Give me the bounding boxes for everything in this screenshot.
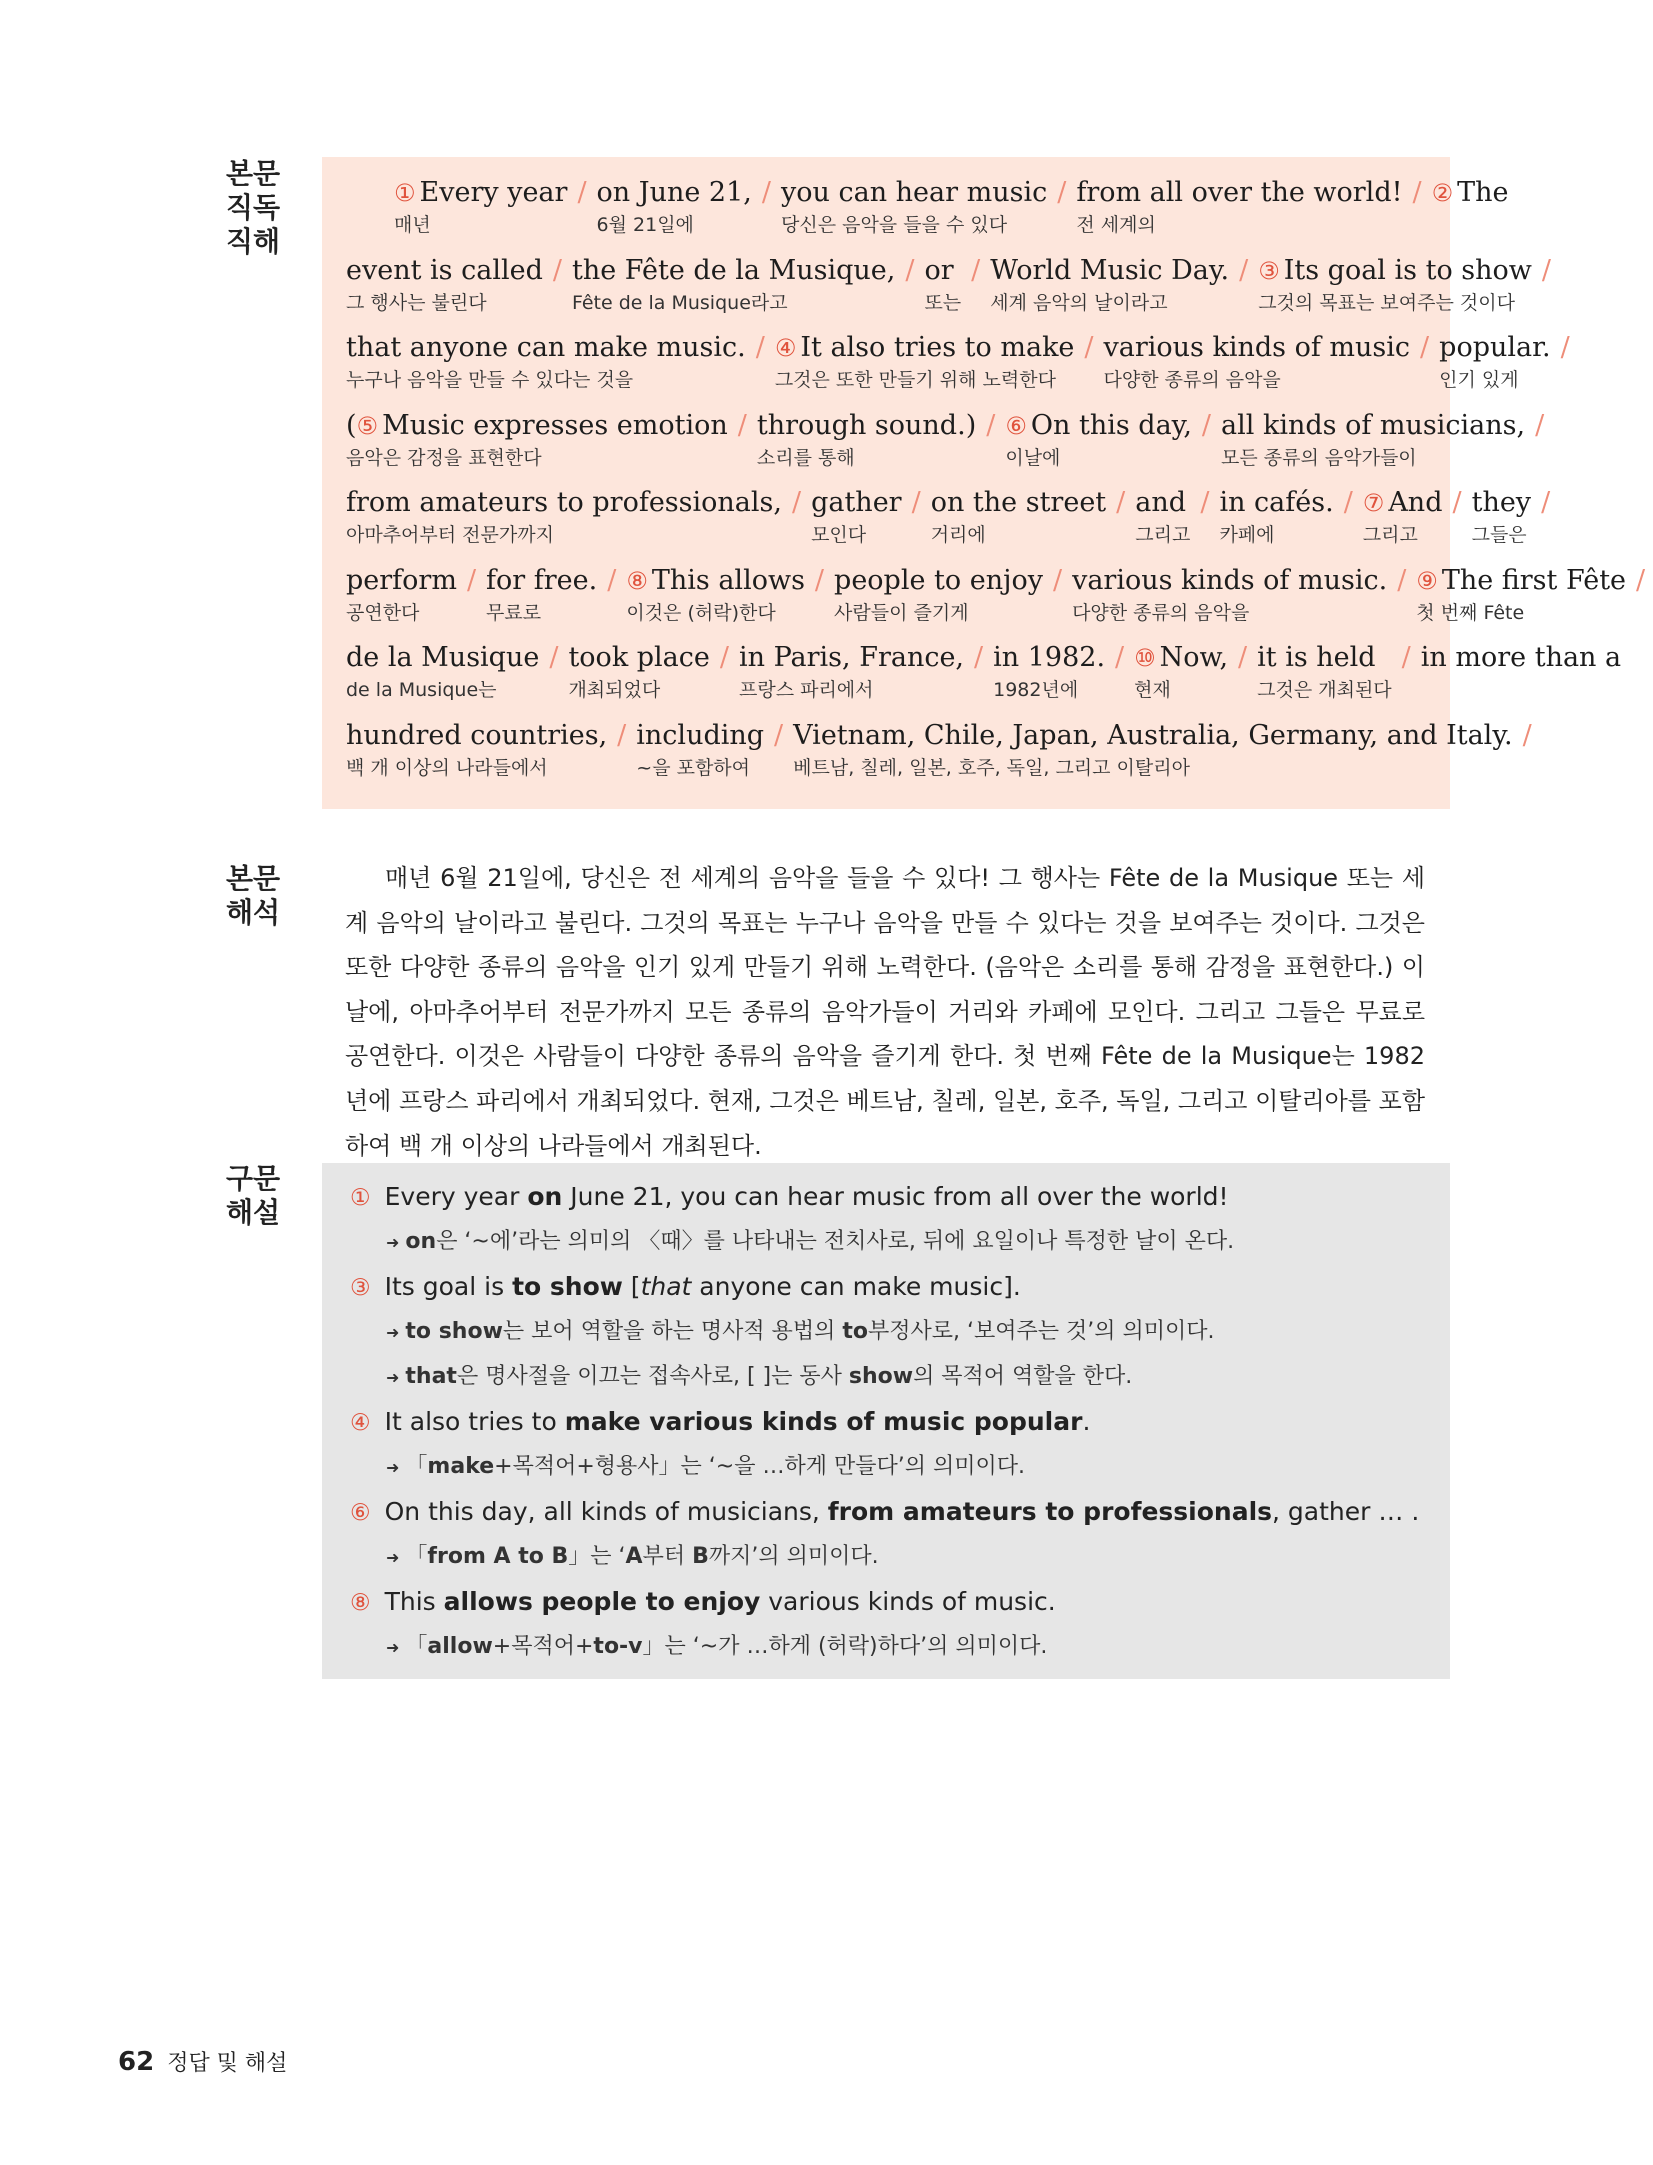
chunk-english: ② The (1431, 177, 1509, 208)
emphasis: show (848, 1364, 914, 1389)
chunk-english: and (1135, 487, 1187, 518)
chunk-korean: 그것의 목표는 보여주는 것이다 (1258, 291, 1515, 314)
reading-chunk (1416, 563, 1626, 627)
chunk-english: various kinds of music. (1072, 564, 1388, 596)
chunk-english: ⑧ This allows (626, 564, 805, 596)
grammar-note: ➜ on은 ‘~에’라는 의미의 〈때〉를 나타내는 전치사로, 뒤에 요일이나 특정한 날이 온다. (386, 1229, 1235, 1254)
grammar-note: ➜ to show는 보어 역할을 하는 명사적 용법의 to부정사로, ‘보여주는 것’의 의미이다. (386, 1319, 1215, 1344)
reading-chunk (757, 408, 976, 472)
sentence-number: ⑩ (1134, 644, 1156, 672)
emphasis: that (405, 1364, 457, 1389)
reading-chunk (931, 485, 1106, 549)
reading-chunk (346, 253, 543, 317)
sentence-number: ⑧ (626, 566, 648, 595)
reading-chunk (1104, 330, 1411, 394)
sentence-number: ② (1431, 179, 1454, 207)
chunk-english: Vietnam, Chile, Japan, Australia, Germany, and Italy. (793, 719, 1513, 751)
chunk-korean: Fête de la Musique라고 (571, 291, 788, 314)
chunk-korean: 인기 있게 (1439, 369, 1519, 391)
emphasis: on (527, 1182, 563, 1211)
chunk-separator: / (1116, 487, 1126, 518)
sentence-number: ⑧ (350, 1590, 371, 1616)
chunk-english: people to enjoy (834, 564, 1043, 596)
reading-chunk (1005, 408, 1192, 472)
reading-chunk (346, 485, 782, 549)
chunk-korean: 그것은 또한 만들기 위해 노력한다 (774, 369, 1056, 391)
chunk-separator: / (1238, 642, 1248, 673)
reading-chunk (924, 253, 961, 317)
chunk-separator: / (607, 564, 617, 596)
chunk-english: various kinds of music (1103, 332, 1411, 363)
chunk-english: from amateurs to professionals, (346, 487, 782, 518)
chunk-separator: / (814, 564, 825, 596)
chunk-korean: 사람들이 즐기게 (834, 601, 969, 624)
chunk-english: they (1471, 487, 1532, 518)
chunk-english: it is held (1257, 642, 1376, 673)
sentence-number: ① (394, 179, 416, 207)
grammar-sentence: ④ It also tries to make various kinds of music popular. (350, 1407, 1091, 1436)
reading-chunk (1363, 485, 1443, 549)
chunk-korean: 개최되었다 (568, 679, 661, 701)
reading-chunk (346, 330, 746, 394)
reading-line (346, 175, 1509, 253)
chunk-english: that anyone can make music. (346, 332, 746, 363)
italic-text: that (640, 1272, 692, 1301)
chunk-english: hundred countries, (346, 719, 608, 751)
chunk-separator: / (1397, 564, 1407, 596)
reading-chunk (597, 175, 752, 239)
chunk-english: popular. (1439, 332, 1551, 363)
chunk-separator: / (1541, 487, 1551, 518)
reading-chunk (993, 640, 1105, 704)
chunk-separator: / (905, 254, 915, 286)
chunk-korean: 또는 (924, 291, 962, 314)
sentence-number: ⑦ (1362, 489, 1385, 517)
grammar-sentence: ① Every year on June 21, you can hear music from all over the world! (350, 1182, 1229, 1211)
grammar-note: ➜ 「make+목적어+형용사」는 ‘~을 …하게 만들다’의 의미이다. (386, 1454, 1025, 1479)
sentence-number: ⑤ (356, 411, 379, 440)
emphasis: from A to B (427, 1544, 569, 1569)
emphasis: to show (512, 1272, 623, 1301)
chunk-english: (⑤ Music expresses emotion (346, 409, 728, 441)
reading-chunk (394, 175, 567, 239)
chunk-separator: / (911, 487, 921, 518)
reading-line (346, 330, 1570, 408)
chunk-korean: 공연한다 (346, 601, 420, 624)
reading-chunk (346, 640, 539, 704)
chunk-korean: 전 세계의 (1076, 214, 1156, 236)
chunk-separator: / (974, 642, 984, 673)
chunk-korean: 프랑스 파리에서 (738, 679, 874, 701)
chunk-english: in Paris, France, (738, 642, 965, 673)
chunk-korean: 다양한 종류의 음악을 (1103, 369, 1281, 391)
chunk-separator: / (761, 177, 771, 208)
grammar-note: ➜ 「allow+목적어+to-v」는 ‘~가 …하게 (허락)하다’의 의미이다. (386, 1634, 1048, 1659)
arrow-icon: ➜ (386, 1458, 400, 1477)
chunk-separator: / (986, 409, 996, 441)
chunk-korean: 아마추어부터 전문가까지 (346, 524, 554, 546)
chunk-english: or (924, 254, 954, 286)
chunk-english: in more than a (1420, 642, 1622, 673)
reading-line (346, 640, 1622, 718)
grammar-box (322, 1163, 1450, 1679)
emphasis: B (692, 1544, 709, 1569)
chunk-english: ④ It also tries to make (774, 332, 1075, 363)
chunk-english: de la Musique (346, 642, 540, 673)
reading-chunk (1421, 640, 1621, 704)
chunk-separator: / (755, 332, 765, 363)
emphasis: allow (427, 1634, 493, 1659)
sentence-number: ⑥ (1005, 411, 1027, 440)
grammar-sentence: ⑧ This allows people to enjoy various kinds of music. (350, 1587, 1056, 1616)
chunk-english: on June 21, (596, 177, 752, 208)
reading-chunk (811, 485, 902, 549)
reading-chunk (834, 563, 1043, 627)
sentence-number: ③ (1258, 256, 1280, 285)
grammar-note: ➜ 「from A to B」는 ‘A부터 B까지’의 의미이다. (386, 1544, 879, 1569)
chunk-english: took place (568, 642, 710, 673)
reading-chunk (636, 718, 764, 782)
chunk-english: ③ Its goal is to show (1258, 254, 1532, 286)
chunk-korean: 누구나 음악을 만들 수 있다는 것을 (346, 369, 634, 391)
chunk-english: in 1982. (993, 642, 1106, 673)
reading-chunk (1221, 408, 1525, 472)
reading-chunk (990, 253, 1229, 317)
label-grammar: 구문 해설 (226, 1162, 281, 1229)
footer-title: 정답 및 해설 (167, 2051, 288, 2076)
chunk-separator: / (1401, 642, 1411, 673)
chunk-separator: / (774, 719, 784, 751)
reading-chunk (626, 563, 805, 627)
chunk-english: ⑩ Now, (1134, 642, 1229, 673)
emphasis: to-v (593, 1634, 643, 1659)
reading-chunk (1432, 175, 1509, 239)
chunk-korean: 음악은 감정을 표현한다 (346, 446, 542, 469)
chunk-korean: 모인다 (811, 524, 867, 546)
chunk-separator: / (466, 564, 477, 596)
chunk-separator: / (1541, 254, 1552, 286)
chunk-separator: / (971, 254, 981, 286)
chunk-separator: / (737, 409, 747, 441)
chunk-korean: 이것은 (허락)한다 (626, 601, 776, 624)
reading-chunk (1439, 330, 1550, 394)
chunk-separator: / (1636, 564, 1646, 596)
chunk-separator: / (1057, 177, 1067, 208)
chunk-korean: de la Musique는 (346, 679, 497, 701)
chunk-korean (1432, 211, 1509, 239)
chunk-korean: 6월 21일에 (596, 214, 694, 236)
chunk-korean: 매년 (394, 214, 431, 236)
reading-line (346, 485, 1551, 563)
chunk-korean: 백 개 이상의 나라들에서 (346, 756, 548, 779)
chunk-english: the Fête de la Musique, (571, 254, 896, 286)
arrow-icon: ➜ (386, 1638, 400, 1657)
chunk-separator: / (791, 487, 802, 518)
chunk-separator: / (1084, 332, 1094, 363)
chunk-korean: 당신은 음악을 들을 수 있다 (781, 214, 1008, 236)
chunk-korean: ~을 포함하여 (636, 756, 751, 779)
reading-chunk (1219, 485, 1333, 549)
sentence-number: ⑨ (1416, 566, 1438, 595)
reading-box (322, 157, 1646, 809)
chunk-english: in cafés. (1219, 487, 1334, 518)
chunk-korean: 세계 음악의 날이라고 (990, 291, 1168, 314)
chunk-english: gather (811, 487, 902, 518)
sentence-number: ④ (350, 1410, 371, 1436)
chunk-separator: / (1052, 564, 1063, 596)
chunk-korean: 무료로 (486, 601, 542, 624)
reading-chunk (568, 640, 709, 704)
chunk-english: on the street (930, 487, 1107, 518)
emphasis: on (405, 1229, 437, 1254)
chunk-separator: / (1239, 254, 1249, 286)
chunk-korean: 모든 종류의 음악가들이 (1221, 446, 1417, 469)
chunk-korean: 첫 번째 Fête (1416, 601, 1525, 624)
grammar-sentence: ③ Its goal is to show [that anyone can make music]. (350, 1272, 1021, 1301)
chunk-english: ① Every year (394, 177, 568, 208)
chunk-separator: / (552, 254, 562, 286)
chunk-korean: 소리를 통해 (756, 446, 855, 469)
chunk-separator: / (1343, 487, 1353, 518)
emphasis: allows people to enjoy (443, 1587, 761, 1616)
chunk-korean: 현재 (1134, 679, 1171, 701)
arrow-icon: ➜ (386, 1368, 400, 1387)
reading-chunk (775, 330, 1075, 394)
chunk-english: including (636, 719, 765, 751)
chunk-korean: 그들은 (1471, 524, 1527, 546)
sentence-number: ③ (350, 1275, 371, 1301)
emphasis: to show (405, 1319, 503, 1344)
arrow-icon: ➜ (386, 1548, 400, 1567)
reading-chunk (346, 563, 457, 627)
grammar-note: ➜ that은 명사절을 이끄는 접속사로, [ ]는 동사 show의 목적어 역할을 한다. (386, 1364, 1133, 1389)
chunk-korean (1421, 676, 1621, 704)
chunk-separator: / (1560, 332, 1570, 363)
reading-chunk (1257, 640, 1392, 704)
grammar-sentence: ⑥ On this day, all kinds of musicians, from amateurs to professionals, gather … . (350, 1497, 1420, 1526)
reading-line (346, 408, 1545, 486)
chunk-korean: 카페에 (1219, 524, 1275, 546)
page-footer (118, 2046, 287, 2077)
reading-chunk (1258, 253, 1532, 317)
chunk-korean: 1982년에 (993, 679, 1079, 701)
chunk-english: perform (346, 564, 457, 596)
chunk-english: for free. (486, 564, 598, 596)
translation-paragraph: 매년 6월 21일에, 당신은 전 세계의 음악을 들을 수 있다! 그 행사는 Fête de la Musique 또는 세계 음악의 날이라고 불린다. 그것의 목표는 누구나 음악을 만들 수 있다는 것을 보여주는 것이다. 그것은 또한 다양한 종류의 음악을 인기 있게 만들기 위해 노력한다. (음악은 소리를 통해 감정을 표현한다.) 이날에, 아마추어부터 전문가까지 모든 종류의 음악가들이 거리와 카페에 모인다. 그리고 그들은 무료로 공연한다. 이것은 사람들이 다양한 종류의 음악을 즐기게 한다. 첫 번째 Fête de la Musique는 1982년에 프랑스 파리에서 개최되었다. 현재, 그것은 베트남, 칠레, 일본, 호주, 독일, 그리고 이탈리아를 포함하여 백 개 이상의 나라들에서 개최된다. (345, 864, 1425, 1160)
chunk-korean: 그리고 (1135, 524, 1191, 546)
sentence-number: ⑥ (350, 1500, 371, 1526)
chunk-separator: / (549, 642, 559, 673)
chunk-korean: 베트남, 칠레, 일본, 호주, 독일, 그리고 이탈리아 (793, 756, 1190, 779)
chunk-separator: / (719, 642, 729, 673)
chunk-separator: / (1200, 487, 1210, 518)
chunk-korean: 그리고 (1362, 524, 1418, 546)
chunk-korean: 다양한 종류의 음악을 (1072, 601, 1250, 624)
reading-line (346, 718, 1532, 796)
reading-line (346, 253, 1552, 331)
chunk-separator: / (1412, 177, 1422, 208)
emphasis: make various kinds of music popular (564, 1407, 1083, 1436)
chunk-english: from all over the world! (1076, 177, 1403, 208)
chunk-separator: / (1452, 487, 1462, 518)
sentence-number: ① (350, 1185, 371, 1211)
chunk-separator: / (1201, 409, 1212, 441)
chunk-english: all kinds of musicians, (1221, 409, 1526, 441)
page-number: 62 (118, 2047, 155, 2077)
reading-chunk (1076, 175, 1402, 239)
reading-chunk (739, 640, 964, 704)
chunk-english: you can hear music (781, 177, 1048, 208)
emphasis: A (625, 1544, 643, 1569)
chunk-english: World Music Day. (990, 254, 1230, 286)
label-reading: 본문 직독 직해 (226, 157, 281, 258)
chunk-separator: / (1115, 642, 1125, 673)
chunk-korean: 이날에 (1005, 446, 1061, 469)
emphasis: to (842, 1319, 869, 1344)
reading-chunk (793, 718, 1512, 782)
chunk-english: ⑨ The first Fête (1416, 564, 1627, 596)
chunk-korean: 그것은 개최된다 (1257, 679, 1392, 701)
reading-line (346, 563, 1646, 641)
chunk-separator: / (1420, 332, 1430, 363)
sentence-number: ④ (774, 334, 797, 362)
chunk-english: ⑦ And (1362, 487, 1443, 518)
arrow-icon: ➜ (386, 1323, 400, 1342)
chunk-english: through sound.) (756, 409, 977, 441)
reading-chunk (781, 175, 1047, 239)
reading-chunk (1134, 640, 1228, 704)
emphasis: make (427, 1454, 495, 1479)
reading-chunk (1472, 485, 1531, 549)
emphasis: from amateurs to professionals (827, 1497, 1273, 1526)
chunk-separator: / (1522, 719, 1532, 751)
reading-chunk (346, 718, 607, 782)
chunk-english: ⑥ On this day, (1005, 409, 1192, 441)
chunk-korean: 그 행사는 불린다 (346, 291, 487, 314)
arrow-icon: ➜ (386, 1233, 400, 1252)
chunk-english: event is called (346, 254, 543, 286)
reading-chunk (1072, 563, 1387, 627)
chunk-separator: / (1535, 409, 1545, 441)
reading-chunk (1135, 485, 1190, 549)
reading-chunk (346, 408, 728, 472)
chunk-separator: / (617, 719, 627, 751)
reading-chunk (486, 563, 597, 627)
label-translation: 본문 해석 (226, 862, 281, 929)
reading-chunk (572, 253, 895, 317)
chunk-korean: 거리에 (930, 524, 986, 546)
chunk-separator: / (577, 177, 587, 208)
